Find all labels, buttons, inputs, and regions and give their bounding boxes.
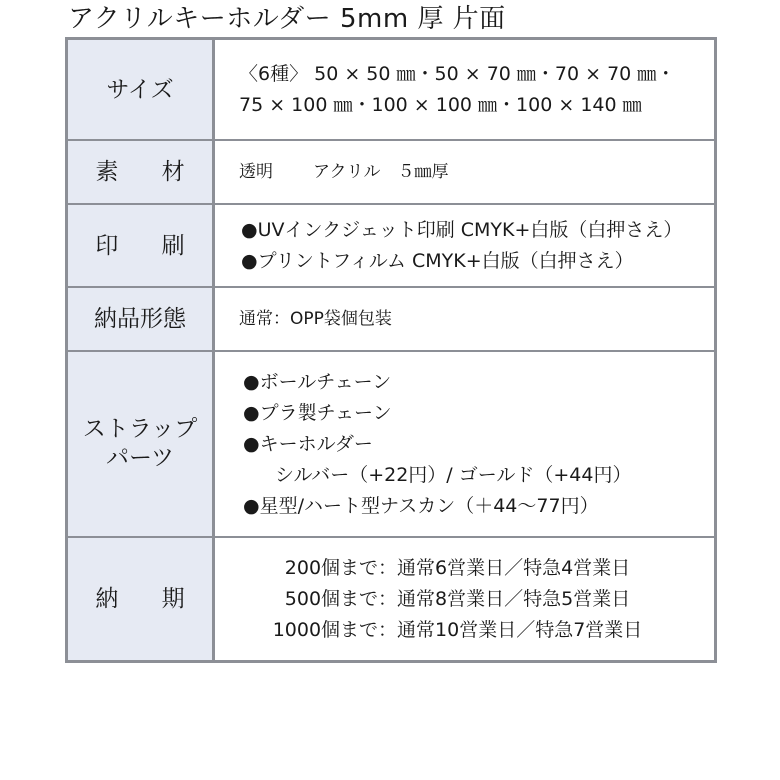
material-type: アクリル ５㎜厚 [313,161,449,182]
printing-label: 印 刷 [68,205,215,288]
delivery-form-value [215,288,714,352]
size-value [215,40,714,141]
lead-time-line: 200個まで：通常6営業日／特急4営業日 [284,556,631,579]
material-value [215,141,714,205]
printing-line: ●UVインクジェット印刷 CMYK+白版（白押さえ） [241,218,683,241]
strap-parts-label-line: ストラップ [82,416,198,442]
size-line: 〈6種〉 50 × 50 ㎜・50 × 70 ㎜・70 × 70 ㎜・ [239,62,676,85]
lead-time-value [215,538,714,660]
lead-time-label: 納 期 [68,538,215,660]
size-label: サイズ [68,40,215,141]
strap-parts-label [68,352,215,538]
printing-line: ●プリントフィルム CMYK+白版（白押さえ） [241,249,634,272]
strap-parts-value [215,352,714,538]
size-line: 75 × 100 ㎜・100 × 100 ㎜・100 × 140 ㎜ [239,93,642,116]
page-title: アクリルキーホルダー 5mm 厚 片面 [68,4,506,34]
lead-time-line: 1000個まで：通常10営業日／特急7営業日 [272,618,643,641]
lead-time-line: 500個まで：通常8営業日／特急5営業日 [284,587,631,610]
delivery-form-line: 通常：OPP袋個包装 [239,308,392,329]
material-transparency: 透明 [239,161,273,182]
spec-table [65,37,717,663]
material-label: 素 材 [68,141,215,205]
delivery-form-label: 納品形態 [68,288,215,352]
strap-parts-label-line: パーツ [105,445,175,471]
strap-parts-item: ●キーホルダー [243,432,373,455]
strap-parts-item: ●ボールチェーン [243,370,392,393]
strap-parts-item: シルバー（+22円）/ ゴールド（+44円） [275,463,632,486]
printing-value [215,205,714,288]
material-line [239,157,714,188]
strap-parts-item: ●星型/ハート型ナスカン（＋44〜77円） [243,494,599,517]
strap-parts-item: ●プラ製チェーン [243,401,392,424]
